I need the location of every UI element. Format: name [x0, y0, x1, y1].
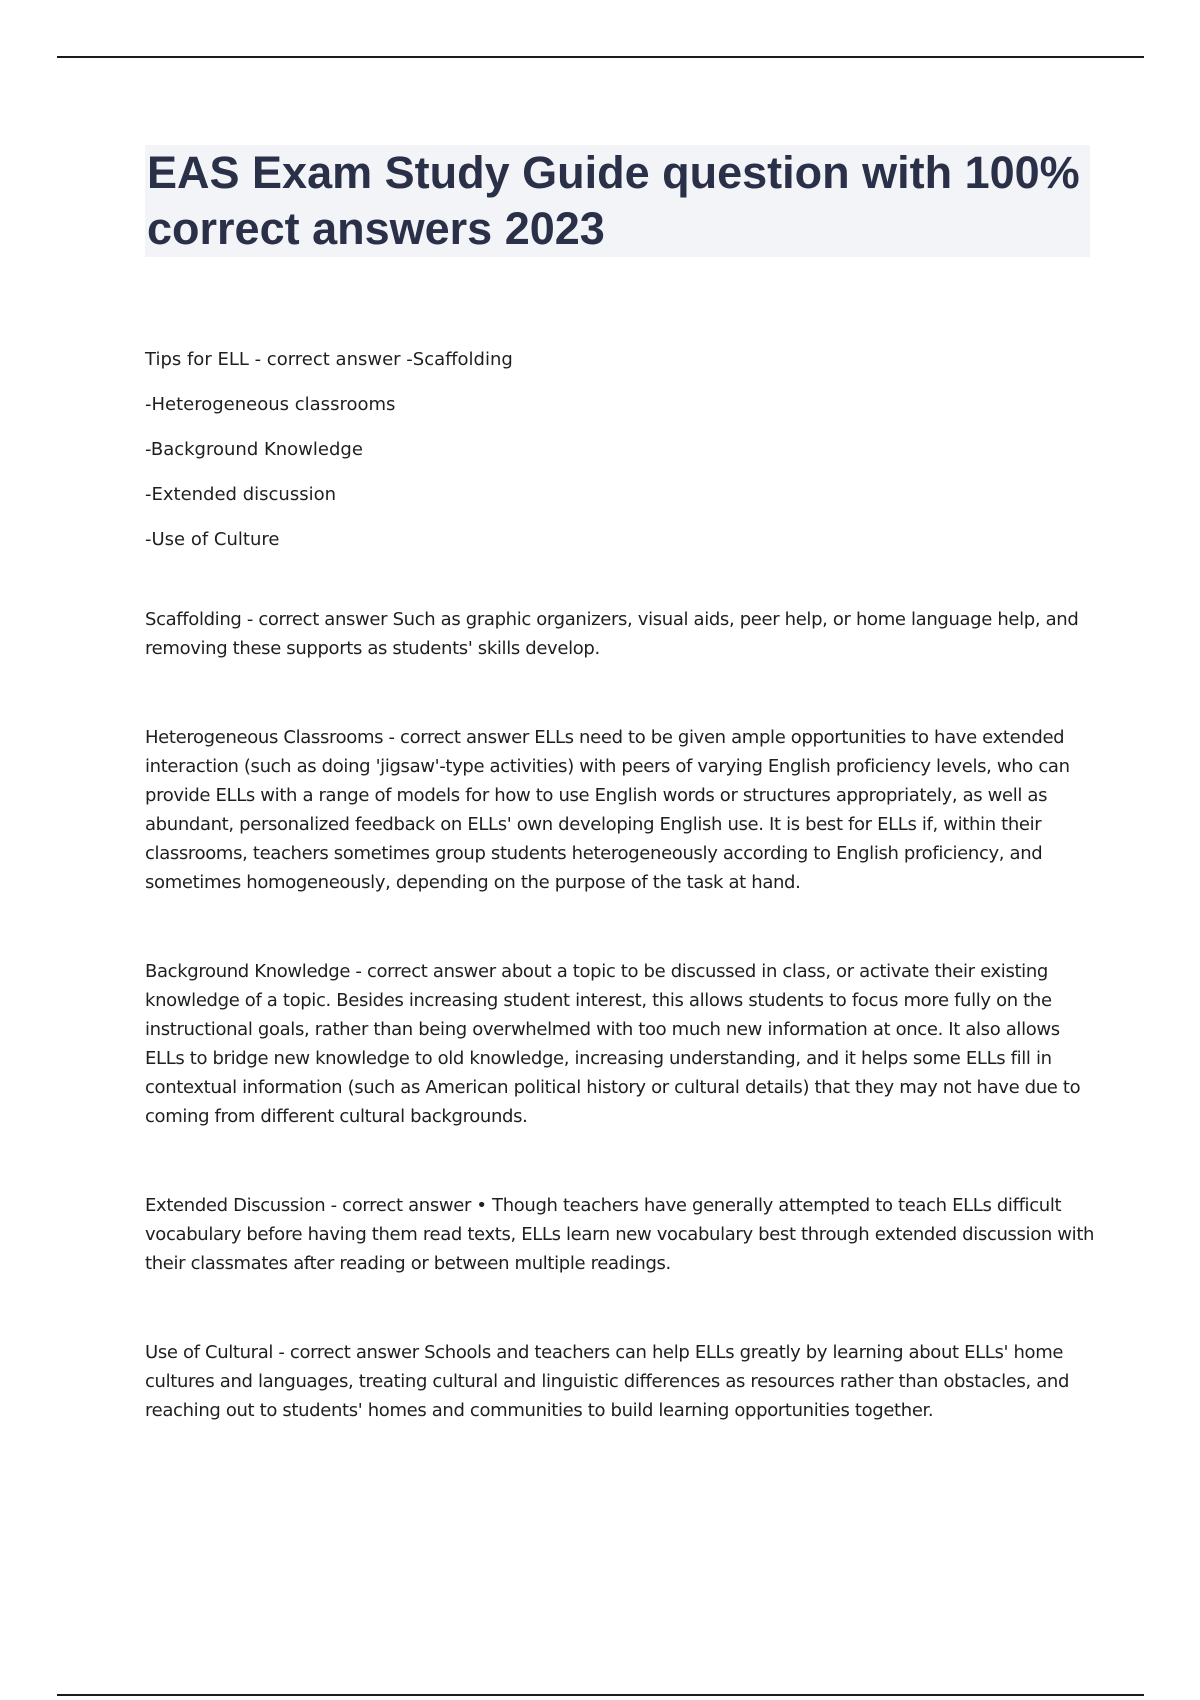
document-body: [145, 345, 1095, 1425]
entry-text: Heterogeneous Classrooms - correct answer ELLs need to be given ample opportunities to have extended interaction (such as doing 'jigsaw'-type activities) with peers of varying English proficiency levels, who can provide ELLs with a range of models for how to use English words or structures appropriately, as well as abundant, personalized feedback on ELLs' own developing English use. It is best for ELLs if, within their classrooms, teachers sometimes group students heterogeneously according to English proficiency, and sometimes homogeneously, depending on the purpose of the task at hand.: [145, 727, 1070, 893]
entry-text: Use of Cultural - correct answer Schools and teachers can help ELLs greatly by learning about ELLs' home cultures and languages, treating cultural and linguistic differences as resources rather than obstacles, and reaching out to students' homes and communities to build learning opportunities together.: [145, 1342, 1070, 1421]
tips-section: [145, 345, 1095, 570]
title-box: [145, 145, 1090, 257]
tips-item: -Heterogeneous classrooms: [145, 394, 396, 415]
tips-item: -Use of Culture: [145, 529, 280, 550]
tips-item: -Background Knowledge: [145, 439, 363, 460]
entry-text: Scaffolding - correct answer Such as graphic organizers, visual aids, peer help, or home language help, and removing these supports as students' skills develop.: [145, 609, 1079, 659]
entry-scaffolding: [145, 605, 1095, 663]
entry-use-of-cultural: [145, 1338, 1095, 1425]
footer-rule: [57, 1694, 1144, 1696]
entry-background-knowledge: [145, 957, 1095, 1131]
document-title: EAS Exam Study Guide question with 100% correct answers 2023: [147, 147, 1080, 254]
tips-first-line: Tips for ELL - correct answer -Scaffolding: [145, 349, 513, 370]
header-rule: [57, 56, 1144, 58]
entry-extended-discussion: [145, 1191, 1095, 1278]
tips-item: -Extended discussion: [145, 484, 336, 505]
entry-text: Background Knowledge - correct answer about a topic to be discussed in class, or activate their existing knowledge of a topic. Besides increasing student interest, this allows students to focus more fully on the instructional goals, rather than being overwhelmed with too much new information at once. It also allows ELLs to bridge new knowledge to old knowledge, increasing understanding, and it helps some ELLs fill in contextual information (such as American political history or cultural details) that they may not have due to coming from different cultural backgrounds.: [145, 961, 1081, 1127]
entry-heterogeneous-classrooms: [145, 723, 1095, 897]
entry-text: Extended Discussion - correct answer • Though teachers have generally attempted to teach ELLs difficult vocabulary before having them read texts, ELLs learn new vocabulary best through extended discussion with their classmates after reading or between multiple readings.: [145, 1195, 1095, 1274]
